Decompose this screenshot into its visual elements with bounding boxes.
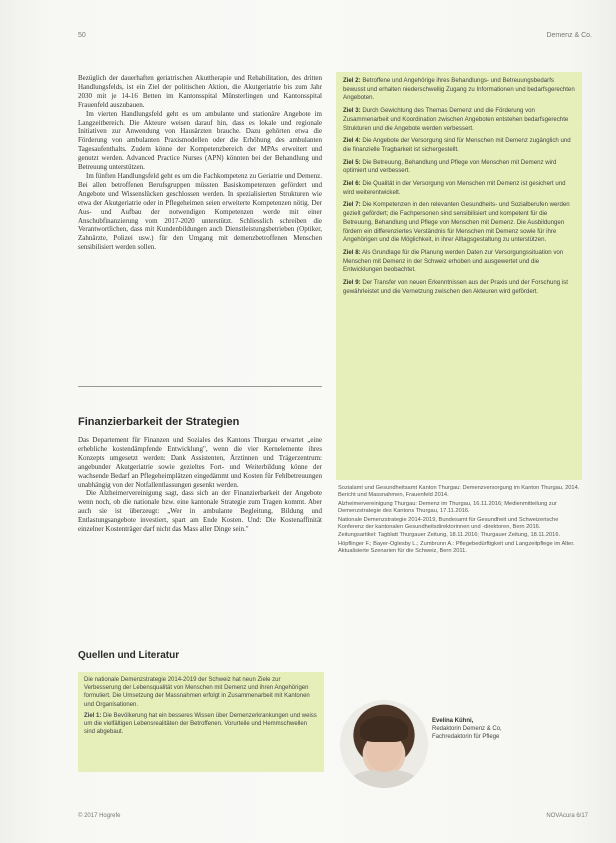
sources-box (78, 672, 324, 772)
photo-hair (360, 716, 408, 742)
footer-issue: NOVAcura 6/17 (546, 813, 588, 819)
sources-intro: Die nationale Demenzstrategie 2014-2019 der Schweiz hat neun Ziele zur Verbesserung der Lebensqualität von Menschen mit Demenz und ihren Angehörigen formuliert. Die Umsetzung der Massnahmen erfolgt in Zusammenarbeit mit Kantonen und Organisationen. (84, 677, 310, 708)
reference-item: Höpflinger F.; Bayer-Oglesby L.; Zumbrunn A.: Pflegebedürftigkeit und Langzeitpflege im Alter. Aktualisierte Szenarien für die Schweiz, Bern 2011. (338, 540, 575, 555)
goal-text: Betroffene und Angehörige ihres Behandlungs- und Betreuungsbedarfs bewusst und erhalten niederschwellig Zugang zu Informationen und bedarfsgerechten Angeboten. (343, 77, 575, 102)
goal-item (343, 249, 575, 275)
goal-item (343, 77, 575, 103)
goal-item (84, 712, 318, 737)
divider (78, 386, 322, 387)
photo-shoulders (350, 770, 418, 788)
goal-text: Durch Gewichtung des Themas Demenz und die Förderung von Zusammenarbeit und Koordination zwischen Angeboten entstehen bedarfsgerechte Strukturen und die Angebote werden verbessert. (343, 107, 569, 132)
goal-item (343, 137, 575, 154)
goal-text: Die Kompetenzen in den relevanten Gesundheits- und Sozialberufen werden gezielt gefördert; die Fachpersonen sind sensibilisiert und kompetent für die Betreuung, Behandlung und Pflege von Menschen mit Demenz. Die Ausbildungen fördern ein differenziertes Verständnis für Menschen mit Demenz sowie für ihre Angehörigen und die Möglichkeit, in ihrer Alltagsgestaltung zu unterstützen. (343, 201, 570, 244)
goal-label: Ziel 5: (343, 158, 361, 166)
author-name: Evelina Kühni, (432, 718, 474, 724)
goal-item (343, 279, 575, 296)
paragraph: Im vierten Handlungsfeld geht es um ambulante und stationäre Angebote im Langzeitbereich. Die Akteure weisen darauf hin, dass es lokale und regionale Initiativen zur Anwendung von Hausärzten brauche. Dazu gehörten etwa die Förderung von ambulanten Praxismodellen oder die Erhöhung des ambulanten Tagesaufenthalts. Zudem könne der Kompetenzbereich der MPAs erweitert und genutzt werden. Advanced Practice Nurses (APN) könnten bei der Behandlung und Betreuung unterstützen. (78, 109, 322, 172)
references-list (338, 485, 582, 557)
reference-item: Alzheimervereinigung Thurgau: Demenz im Thurgau, 16.11.2016; Medienmitteilung zur Demenzstrategie des Kantons Thurgau, 17.11.2016. (338, 500, 557, 515)
paragraph: Das Departement für Finanzen und Soziales des Kantons Thurgau erwartet „eine erhebliche kostendämpfende Entwicklung", wenn die vier Kernelemente ihres Konzepts umgesetzt werden: Dank Assistenten, Ärztinnen und Trägerzentrum: angebunder Akutgeriatrie sowie gezieltes Fort- und Weiterbildung könne der wachsende Bedarf an Pflegeheimplätzen eingedämmt und Kosten für Fehlbetreuungen unabhängig von der Notfallentlassungen gesenkt werden. (78, 436, 322, 489)
goal-text: Der Transfer von neuen Erkenntnissen aus der Praxis und der Forschung ist gewährleistet und die Vernetzung zwischen den Akteuren wird gefördert. (343, 279, 568, 295)
goal-text: Die Qualität in der Versorgung von Menschen mit Demenz ist gesichert und wird weiterentwickelt. (343, 180, 566, 196)
paragraph: Die Alzheimervereinigung sagt, dass sich an der Finanzierbarkeit der Angebote wenn noch, ob die nationale bzw. eine kantonale Strategie zum Tragen kommt. Aber auch sie ist überzeugt: „Wer in ambulante Begleitung, Bildung und Entlastungsangebote investiert, spart am Ende Kosten. Und: Die Kostenaffinität einzelner Kostenträger darf nicht das Mass aller Dinge sein." (78, 489, 322, 534)
body-text-financing (78, 436, 322, 534)
goal-label: Ziel 2: (343, 77, 361, 84)
goal-text: Die Angebote der Versorgung sind für Menschen mit Demenz zugänglich und die finanzielle Tragbarkeit ist sichergestellt. (343, 137, 571, 153)
heading-sources: Quellen und Literatur (78, 650, 180, 661)
goal-label: Ziel 6: (343, 180, 361, 188)
page-number: 50 (78, 32, 86, 39)
author-photo (340, 700, 428, 788)
goal-label: Ziel 4: (343, 137, 361, 145)
goal-text: Die Bevölkerung hat ein besseres Wissen über Demenzerkrankungen und weiss um die vielfältigen Lebensrealitäten der Betroffenen. Vorurteile und Hemmschwellen sind abgebaut. (84, 712, 317, 736)
goal-label: Ziel 3: (343, 107, 361, 115)
section-header: Demenz & Co. (546, 32, 592, 39)
paragraph: Bezüglich der dauerhaften geriatrischen Akuttherapie und Rehabilitation, des dritten Handlungsfelds, ist ein Ziel der politischen Aktion, die Akutgeriatrie bis zum Jahr 2030 mit je 14-16 Betten im Kantonsspital Münsterlingen und Kantonsspital Frauenfeld auszubauen. (78, 74, 322, 109)
footer-copyright: © 2017 Hogrefe (78, 813, 121, 819)
reference-item: Sozialamt und Gesundheitsamt Kanton Thurgau: Demenzversorgung im Kanton Thurgau, 2014. Bericht und Massnahmen, Frauenfeld 2014. (338, 485, 580, 499)
author-info (432, 718, 582, 741)
reference-item: Zeitungsartikel: Tagblatt Thurgauer Zeitung, 18.11.2016; Thurgauer Zeitung, 18.11.2016. (338, 532, 561, 539)
goal-item (343, 107, 575, 133)
body-text-top (78, 74, 322, 252)
author-role: Redaktorin Demenz & Co, (432, 725, 502, 732)
goal-text: Die Betreuung, Behandlung und Pflege von Menschen mit Demenz wird optimiert und verbessert. (343, 158, 557, 175)
goal-item (343, 180, 575, 197)
author-role: Fachredaktorin für Pflege (432, 733, 500, 740)
goal-text: Als Grundlage für die Planung werden Daten zur Versorgungssituation von Menschen mit Demenz in der Schweiz erhoben und ausgewertet und die Entwicklungen beobachtet. (343, 248, 564, 274)
goal-label: Ziel 7: (343, 201, 361, 209)
paragraph: Im fünften Handlungsfeld geht es um die Fachkompetenz zu Geriatrie und Demenz. Bei allen betroffenen Berufsgruppen müssten Basiskompetenzen gefördert und Angebote und Wissenslücken geschlossen werden. In spezialisierten Strukturen wie etwa der Akutgeriatrie oder in Pflegeheimen seien erweiterte Kompetenzen nötig. Der Aus- und Aufbau der notwendigen Kompetenzen werde mit einer Anschubfinanzierung vom 2017-2020 unterstützt. Schliesslich schreiben die Verantwortlichen, dass mit Kundenbildungen auch Dienstleistungsbetrieben (Optiker, Zahnärzte, Polizei usw.) für den Umgang mit demenzbetroffenen Menschen sensibilisiert werden sollen. (78, 171, 322, 252)
heading-financing: Finanzierbarkeit der Strategien (78, 416, 240, 428)
goal-item (343, 159, 575, 176)
reference-item: Nationale Demenzstrategie 2014-2019, Bundesamt für Gesundheit und Schweizerische Konferenz der kantonalen Gesundheitsdirektorinnen und -direktoren, Bern 2016. (338, 516, 559, 531)
goal-label: Ziel 9: (343, 279, 361, 287)
goals-box (336, 72, 582, 480)
goal-label: Ziel 1: (84, 712, 102, 719)
goal-label: Ziel 8: (343, 248, 361, 256)
goal-item (343, 201, 575, 245)
